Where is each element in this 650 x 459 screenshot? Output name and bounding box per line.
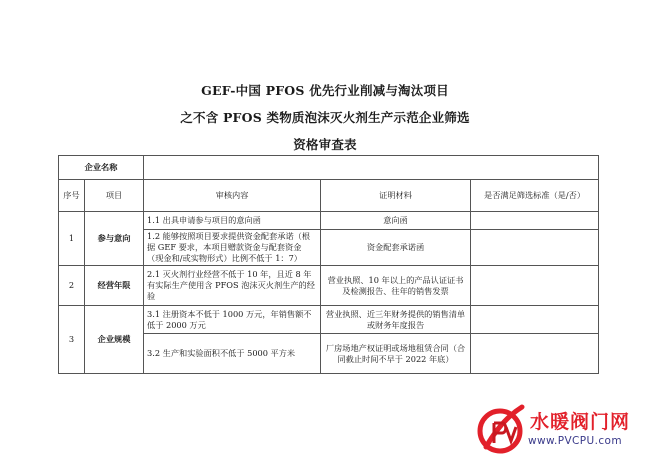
header-row [59, 180, 599, 212]
company-name-label: 企业名称 [59, 156, 144, 180]
watermark-brand: 水暖阀门网 [530, 411, 631, 433]
pv-logo-icon [476, 403, 528, 455]
header-meets: 是否满足筛选标准（是/否） [471, 180, 599, 212]
meets-cell[interactable] [471, 306, 599, 334]
company-name-value[interactable] [144, 156, 599, 180]
evidence-cell: 营业执照、10 年以上的产品认证证书及检测报告、往年的销售发票 [321, 266, 471, 306]
meets-cell[interactable] [471, 212, 599, 230]
table-row [59, 212, 599, 230]
group-no: 1 [59, 212, 85, 266]
meets-cell[interactable] [471, 334, 599, 374]
header-item: 项目 [85, 180, 144, 212]
criteria-cell: 3.1 注册资本不低于 1000 万元，年销售额不低于 2000 万元 [144, 306, 321, 334]
evidence-cell: 资金配套承诺函 [321, 230, 471, 266]
criteria-cell: 1.1 出具申请参与项目的意向函 [144, 212, 321, 230]
title-line-3: 资格审查表 [293, 137, 357, 152]
site-watermark [476, 403, 646, 455]
criteria-cell: 2.1 灭火剂行业经营不低于 10 年，且近 8 年有实际生产使用含 PFOS 泡沫灭火剂生产的经验 [144, 266, 321, 306]
title-line-2: 之不含 PFOS 类物质泡沫灭火剂生产示范企业筛选 [180, 110, 470, 125]
meets-cell[interactable] [471, 230, 599, 266]
group-item: 经营年限 [85, 266, 144, 306]
evidence-cell: 厂房场地产权证明或场地租赁合同（合同截止时间不早于 2022 年底） [321, 334, 471, 374]
criteria-cell: 1.2 能够按照项目要求提供资金配套承诺（根据 GEF 要求，本项目赠款资金与配套资金（现金和/或实物形式）比例不低于 1：7） [144, 230, 321, 266]
qualification-table [58, 155, 599, 374]
table-row [59, 266, 599, 306]
title-line-1: GEF-中国 PFOS 优先行业削减与淘汰项目 [201, 83, 449, 98]
header-content: 审核内容 [144, 180, 321, 212]
watermark-url[interactable]: www.PVCPU.com [528, 435, 622, 447]
group-item: 企业规模 [85, 306, 144, 374]
header-no: 序号 [59, 180, 85, 212]
header-evidence: 证明材料 [321, 180, 471, 212]
table-row [59, 306, 599, 334]
criteria-cell: 3.2 生产和实验面积不低于 5000 平方米 [144, 334, 321, 374]
company-row [59, 156, 599, 180]
group-no: 2 [59, 266, 85, 306]
group-item: 参与意向 [85, 212, 144, 266]
meets-cell[interactable] [471, 266, 599, 306]
evidence-cell: 营业执照、近三年财务提供的销售清单或财务年度报告 [321, 306, 471, 334]
evidence-cell: 意向函 [321, 212, 471, 230]
group-no: 3 [59, 306, 85, 374]
